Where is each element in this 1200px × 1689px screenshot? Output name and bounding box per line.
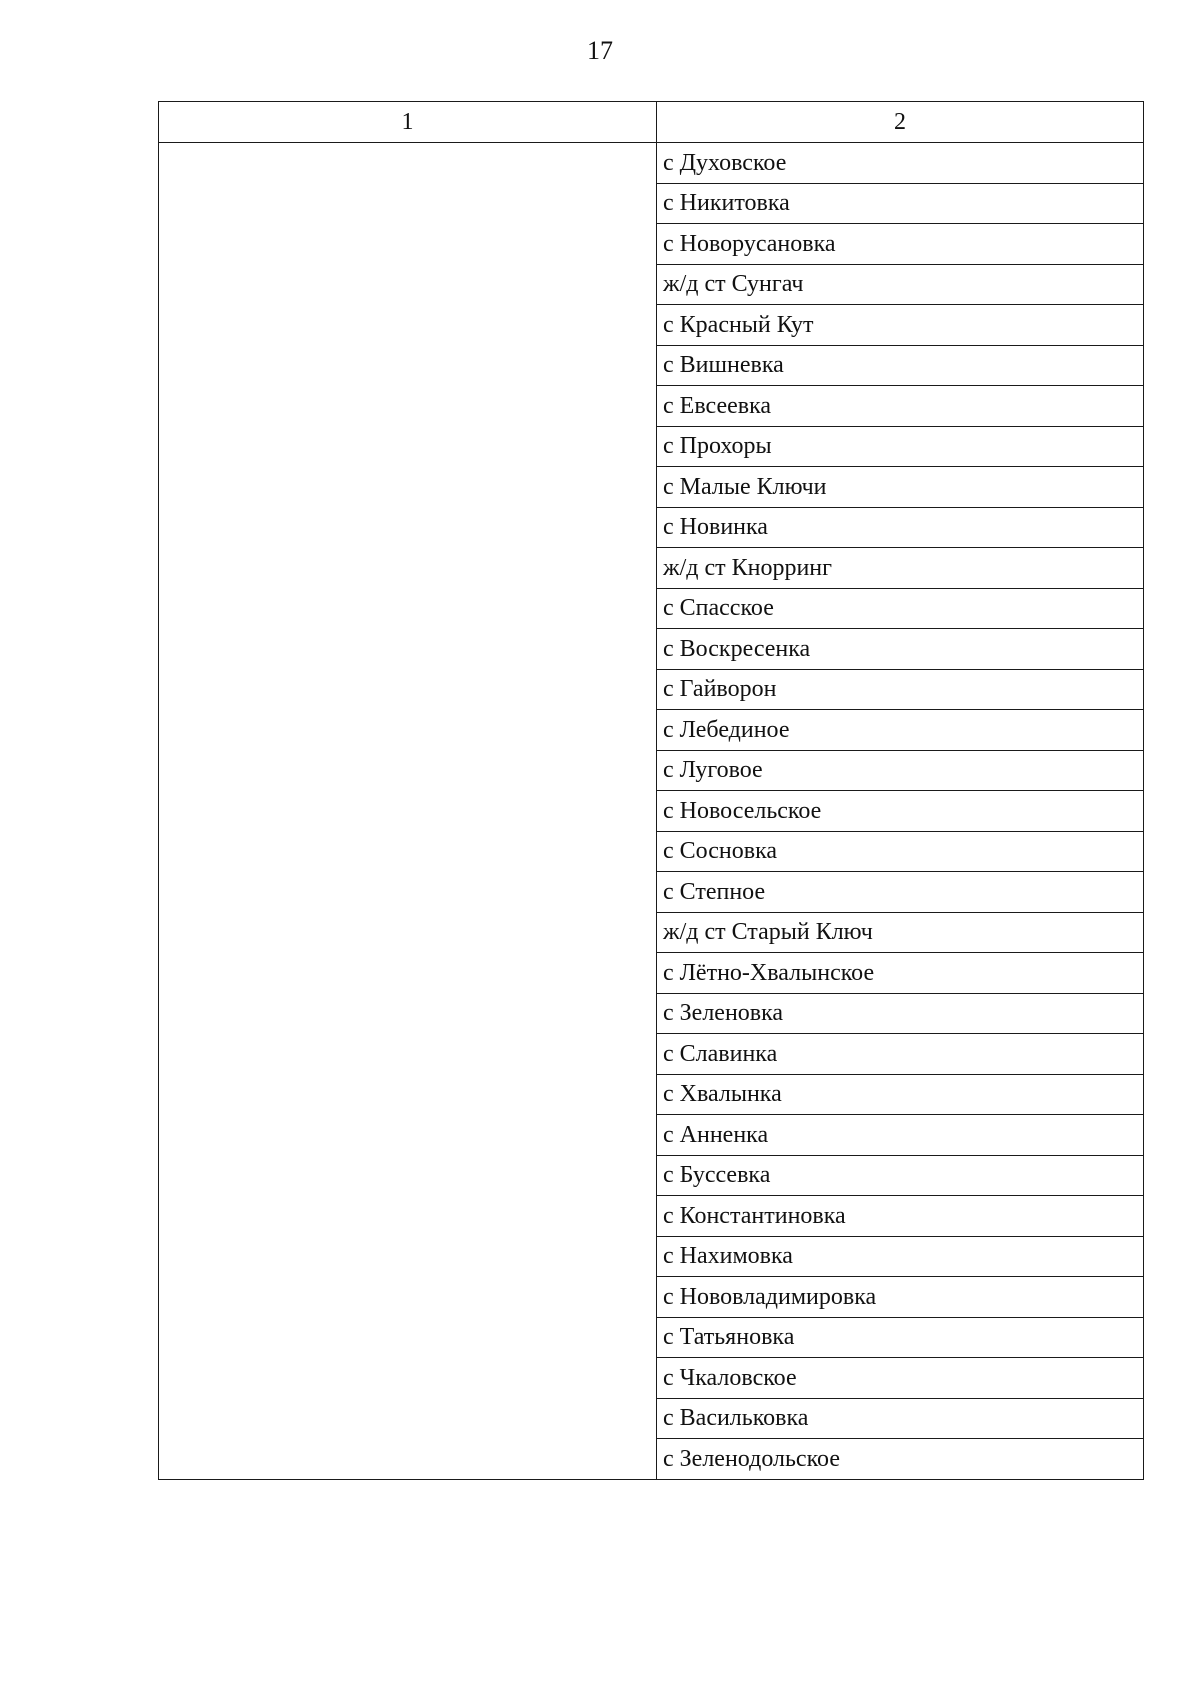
settlement-cell: с Малые Ключи [657,467,1144,508]
settlement-cell: ж/д ст Старый Ключ [657,912,1144,953]
settlement-cell: с Духовское [657,143,1144,184]
page-number: 17 [587,36,613,65]
settlement-cell: с Хвалынка [657,1074,1144,1115]
settlement-cell: с Сосновка [657,831,1144,872]
settlement-cell: с Лебединое [657,710,1144,751]
settlement-cell: с Лётно-Хвалынское [657,953,1144,994]
settlement-cell: с Зеленовка [657,993,1144,1034]
column-header-1: 1 [159,102,657,143]
settlement-cell: с Чкаловское [657,1358,1144,1399]
settlement-cell: с Никитовка [657,183,1144,224]
settlement-cell: с Красный Кут [657,305,1144,346]
settlement-cell: ж/д ст Сунгач [657,264,1144,305]
settlement-cell: с Буссевка [657,1155,1144,1196]
header-row [159,102,1144,143]
settlement-cell: с Луговое [657,750,1144,791]
settlement-cell: с Прохоры [657,426,1144,467]
settlement-cell: с Васильковка [657,1398,1144,1439]
settlement-cell: с Константиновка [657,1196,1144,1237]
settlement-cell: с Воскресенка [657,629,1144,670]
column-header-2: 2 [657,102,1144,143]
settlements-table [158,101,1144,1480]
table-body [159,143,1144,1480]
settlement-cell: с Евсеевка [657,386,1144,427]
settlement-cell: с Анненка [657,1115,1144,1156]
table-row [159,143,1144,184]
settlement-cell: с Гайворон [657,669,1144,710]
settlement-cell: с Новинка [657,507,1144,548]
settlement-cell: с Татьяновка [657,1317,1144,1358]
settlement-cell: с Нахимовка [657,1236,1144,1277]
settlement-cell: с Нововладимировка [657,1277,1144,1318]
table-header [159,102,1144,143]
settlement-cell: с Спасское [657,588,1144,629]
settlement-cell: с Вишневка [657,345,1144,386]
settlement-cell: с Зеленодольское [657,1439,1144,1480]
settlement-cell: с Новосельское [657,791,1144,832]
column-1-merged-cell [159,143,657,1480]
settlement-cell: ж/д ст Кнорринг [657,548,1144,589]
settlement-cell: с Степное [657,872,1144,913]
settlement-cell: с Новорусановка [657,224,1144,265]
settlement-cell: с Славинка [657,1034,1144,1075]
